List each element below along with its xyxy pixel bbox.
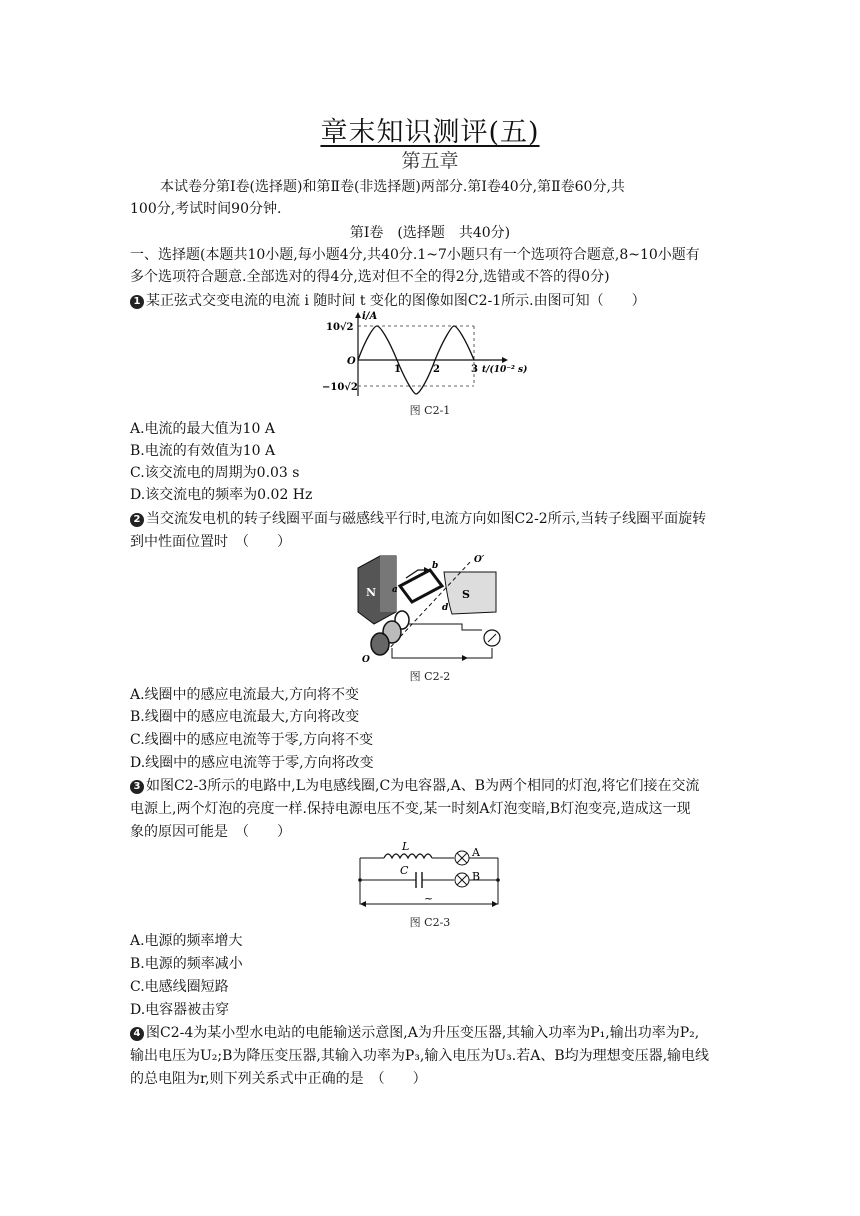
x-tick-1: 1 — [394, 364, 401, 375]
figure-c2-3-caption: 图 C2-3 — [409, 916, 451, 929]
label-b: b — [432, 561, 439, 571]
y-min-label: −10√2 — [322, 382, 358, 393]
section-heading: 第Ⅰ卷 (选择题 共40分) — [349, 225, 511, 241]
figure-c2-1-caption: 图 C2-1 — [409, 404, 451, 417]
label-s-pole: S — [462, 588, 470, 601]
figure-c2-3-circuit — [356, 842, 502, 912]
figure-c2-1-sine-graph — [322, 310, 542, 400]
question-3-text: 如图C2-3所示的电路中,L为电感线圈,C为电容器,A、B为两个相同的灯泡,将它们接在交流 — [146, 778, 700, 794]
figure-c2-2-caption: 图 C2-2 — [409, 670, 451, 683]
question-4-stem-1 — [130, 1022, 730, 1044]
question-1-option-a: A.电流的最大值为10 A — [130, 421, 275, 437]
question-3-option-c: C.电感线圈短路 — [130, 979, 229, 995]
question-2-stem-2: 到中性面位置时 （ ） — [130, 534, 291, 550]
label-capacitor: C — [400, 864, 409, 877]
question-2-option-a: A.线圈中的感应电流最大,方向将不变 — [130, 687, 360, 703]
figure-c2-2-generator — [356, 552, 506, 664]
label-o: O — [362, 655, 370, 664]
question-number-badge: 3 — [130, 780, 144, 794]
question-number-badge: 4 — [130, 1027, 144, 1041]
label-d: d — [442, 603, 449, 613]
instructions-2: 多个选项符合题意.全部选对的得4分,选对但不全的得2分,选错或不答的得0分) — [130, 269, 610, 285]
question-number-badge: 1 — [130, 295, 144, 309]
question-1-option-c: C.该交流电的周期为0.03 s — [130, 465, 300, 481]
question-3-stem-2: 电源上,两个灯泡的亮度一样.保持电源电压不变,某一时刻A灯泡变暗,B灯泡变亮,造成这一现 — [130, 801, 691, 817]
x-axis-label: t/(10⁻² s) — [482, 365, 528, 375]
question-4-stem-2: 输出电压为U₂;B为降压变压器,其输入功率为P₃,输入电压为U₃.若A、B均为理想变压器,输电线 — [130, 1048, 710, 1064]
question-4-stem-3: 的总电阻为r,则下列关系式中正确的是 （ ） — [130, 1071, 427, 1087]
question-1-option-d: D.该交流电的频率为0.02 Hz — [130, 487, 313, 503]
question-3-option-d: D.电容器被击穿 — [130, 1002, 230, 1018]
label-o-prime: O′ — [474, 555, 485, 565]
label-lamp-b: B — [472, 870, 481, 883]
label-n-pole: N — [366, 586, 377, 599]
label-inductor: L — [402, 842, 410, 853]
label-ac-source: ~ — [424, 892, 434, 905]
question-number-badge: 2 — [130, 513, 144, 527]
page-title: 章末知识测评(五) — [320, 117, 540, 148]
question-2-stem-1 — [130, 508, 730, 530]
intro-text-2: 100分,考试时间90分钟. — [130, 201, 282, 217]
label-a: a — [392, 585, 398, 595]
y-max-label: 10√2 — [326, 322, 354, 333]
question-1-stem — [130, 290, 730, 312]
question-1-option-b: B.电流的有效值为10 A — [130, 443, 276, 459]
question-3-stem-3: 象的原因可能是 （ ） — [130, 824, 291, 840]
origin-label: O — [347, 356, 356, 367]
intro-text-1: 本试卷分第Ⅰ卷(选择题)和第Ⅱ卷(非选择题)两部分.第Ⅰ卷40分,第Ⅱ卷60分,共 — [160, 179, 625, 195]
x-tick-2: 2 — [433, 364, 440, 375]
question-1-text: 某正弦式交变电流的电流 i 随时间 t 变化的图像如图C2-1所示.由图可知（ ） — [146, 293, 646, 309]
question-3-option-a: A.电源的频率增大 — [130, 933, 243, 949]
question-2-option-c: C.线圈中的感应电流等于零,方向将不变 — [130, 732, 374, 748]
question-3-option-b: B.电源的频率减小 — [130, 956, 243, 972]
question-2-option-d: D.线圈中的感应电流等于零,方向将改变 — [130, 755, 374, 771]
instructions-1: 一、选择题(本题共10小题,每小题4分,共40分.1~7小题只有一个选项符合题意,8~10小题有 — [130, 247, 700, 263]
y-axis-label: i/A — [362, 311, 378, 322]
question-4-text: 图C2-4为某小型水电站的电能输送示意图,A为升压变压器,其输入功率为P₁,输出功率为P₂, — [146, 1025, 700, 1041]
question-2-option-b: B.线圈中的感应电流最大,方向将改变 — [130, 709, 360, 725]
x-tick-3: 3 — [471, 364, 478, 375]
chapter-subtitle: 第五章 — [401, 150, 459, 172]
question-3-stem-1 — [130, 775, 730, 797]
label-lamp-a: A — [472, 846, 480, 859]
question-2-text: 当交流发电机的转子线圈平面与磁感线平行时,电流方向如图C2-2所示,当转子线圈平面旋转 — [146, 511, 707, 527]
